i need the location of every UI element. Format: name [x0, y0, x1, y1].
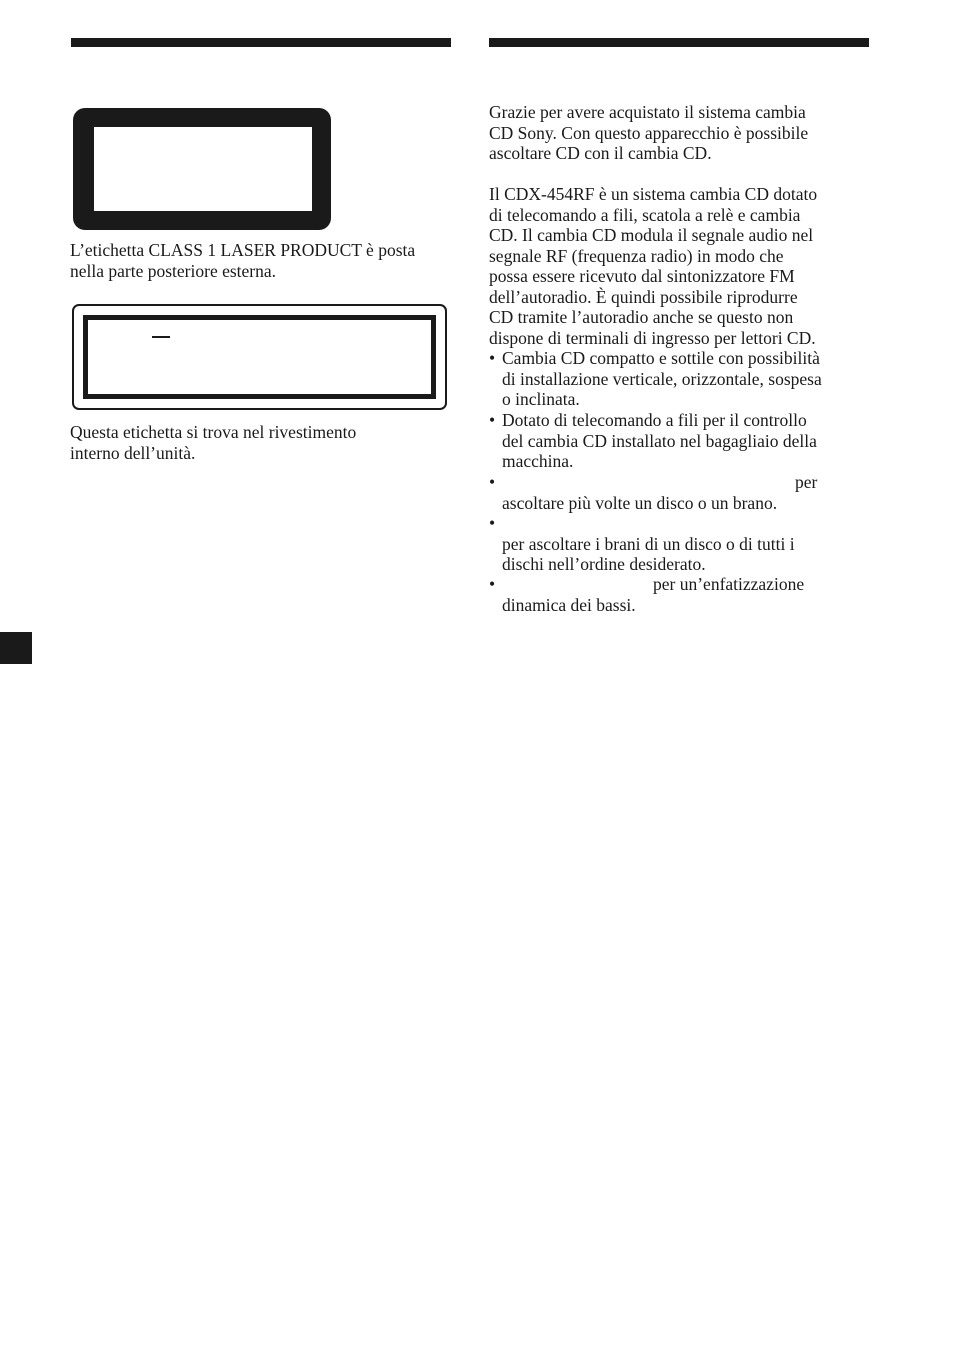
feature-item-bass-boost	[489, 574, 805, 615]
feature-text: per un’enfatizzazione dinamica dei bassi.	[502, 574, 805, 615]
bullet-icon: •	[489, 410, 496, 430]
caution-label-dash	[152, 336, 170, 338]
caution-label-frame	[72, 304, 447, 410]
section-heading-bar-right	[489, 38, 869, 47]
feature-item-shuffle-play	[489, 513, 795, 575]
laser-label-caption: L’etichetta CLASS 1 LASER PRODUCT è posta nella parte posteriore esterna.	[70, 240, 416, 281]
bullet-icon: •	[489, 513, 496, 533]
feature-text: per ascoltare i brani di un disco o di tutti i dischi nell’ordine desiderato.	[502, 533, 795, 574]
feature-item-compact-changer	[489, 348, 822, 410]
feature-item-repeat-play	[489, 472, 818, 513]
bullet-icon: •	[489, 348, 496, 368]
description-paragraph: Il CDX-454RF è un sistema cambia CD dotato di telecomando a fili, scatola a relè e cambia CD. Il cambia CD modula il segnale audio nel segnale RF (frequenza radio) in modo che possa essere ricevuto dal sintonizzatore FM dell’autoradio. È quindi possibile riprodurre CD tramite l’autoradio anche se questo non dispone di terminali di ingresso per lettori CD.	[489, 184, 818, 348]
caution-label-caption: Questa etichetta si trova nel rivestimento interno dell’unità.	[70, 422, 357, 463]
caution-label-inner-border	[83, 315, 436, 399]
feature-text-fragment: per	[795, 472, 818, 492]
feature-text: Dotato di telecomando a fili per il controllo del cambia CD installato nel bagagliaio della macchina.	[502, 410, 817, 471]
feature-text: per ascoltare più volte un disco o un brano.	[502, 472, 818, 513]
intro-paragraph: Grazie per avere acquistato il sistema cambia CD Sony. Con questo apparecchio è possibile ascoltare CD con il cambia CD.	[489, 102, 809, 163]
feature-text-fragment: per un’enfatizzazione	[653, 574, 805, 594]
language-section-tab	[0, 632, 32, 664]
feature-item-wired-remote	[489, 410, 817, 472]
laser-label-inner-panel	[94, 127, 312, 211]
bullet-icon: •	[489, 472, 496, 492]
section-heading-bar-left	[71, 38, 451, 47]
class-1-laser-product-label	[73, 108, 331, 230]
feature-text: Cambia CD compatto e sottile con possibilità di installazione verticale, orizzontale, sospesa o inclinata.	[502, 348, 822, 409]
bullet-icon: •	[489, 574, 496, 594]
